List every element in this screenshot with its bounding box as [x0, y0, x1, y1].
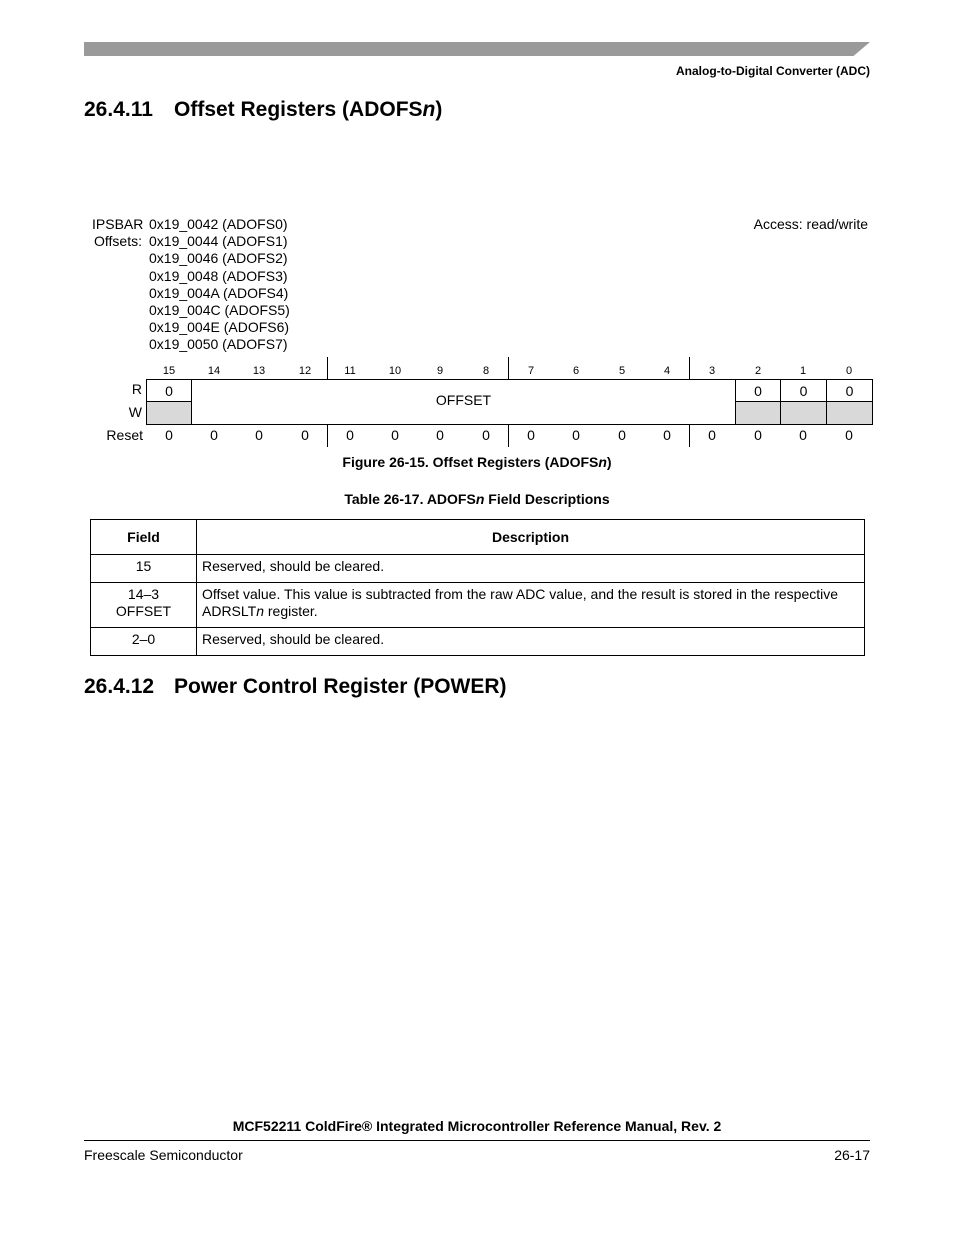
description-cell	[197, 583, 865, 628]
offsets-label: Offsets:	[94, 233, 142, 249]
bit-number: 3	[708, 365, 716, 377]
row-label-reset: Reset	[106, 427, 143, 443]
address-line: 0x19_0050 (ADOFS7)	[149, 336, 288, 353]
reset-value: 0	[663, 427, 671, 443]
field-cell	[91, 583, 197, 628]
section-number: 26.4.12	[84, 675, 155, 698]
row-label-r: R	[131, 381, 142, 397]
description-reg-name: ADRSLT	[202, 603, 257, 619]
table-row	[91, 628, 865, 656]
reset-value: 0	[301, 427, 309, 443]
reset-value: 0	[708, 427, 716, 443]
column-header-description: Description	[197, 520, 865, 555]
section-heading-power-control	[84, 675, 507, 699]
section-number: 26.4.11	[84, 98, 153, 121]
bit-number: 7	[527, 365, 535, 377]
footer-company: Freescale Semiconductor	[84, 1147, 243, 1163]
bit-number: 1	[799, 365, 807, 377]
description-cell: Reserved, should be cleared.	[197, 628, 865, 656]
table-row	[91, 555, 865, 583]
address-line: 0x19_0046 (ADOFS2)	[149, 250, 288, 267]
description-cell: Reserved, should be cleared.	[197, 555, 865, 583]
bit-number: 0	[845, 365, 853, 377]
bit-number: 4	[663, 365, 671, 377]
address-line: 0x19_004A (ADOFS4)	[149, 284, 289, 301]
section-title-var: n	[422, 98, 436, 121]
access-label: Access: read/write	[753, 216, 868, 232]
address-line: 0x19_0048 (ADOFS3)	[149, 267, 288, 284]
reset-value: 0	[436, 427, 444, 443]
reset-value: 0	[799, 427, 807, 443]
field-description-table	[90, 519, 865, 656]
bit-number: 2	[754, 365, 762, 377]
table-caption-suffix: Field Descriptions	[484, 491, 610, 507]
byte-separator	[689, 357, 690, 379]
byte-separator	[508, 357, 509, 379]
address-line: 0x19_004E (ADOFS6)	[149, 319, 290, 336]
field-name: OFFSET	[115, 603, 172, 619]
bit2-write-cell	[735, 401, 781, 425]
row-label-w: W	[128, 404, 142, 420]
byte-separator	[327, 357, 328, 379]
reset-value: 0	[527, 427, 535, 443]
address-line: 0x19_0042 (ADOFS0)	[149, 216, 288, 232]
reset-value: 0	[255, 427, 263, 443]
footer-divider	[84, 1140, 870, 1141]
bit-number: 13	[252, 365, 266, 377]
offset-field-cell: OFFSET	[191, 379, 736, 425]
reset-value: 0	[346, 427, 354, 443]
table-header-row	[91, 520, 865, 555]
bit-number: 5	[618, 365, 626, 377]
footer-manual-title: MCF52211 ColdFire® Integrated Microcontroller Reference Manual, Rev. 2	[232, 1118, 722, 1134]
description-reg-suffix: register.	[264, 603, 318, 619]
bit-number: 8	[482, 365, 490, 377]
section-title: Offset Registers (ADOFS	[174, 98, 423, 121]
bit15-read-cell: 0	[146, 379, 192, 402]
section-title-suffix: )	[435, 98, 443, 121]
bit1-write-cell	[780, 401, 827, 425]
chapter-title: Analog-to-Digital Converter (ADC)	[676, 64, 870, 78]
bit2-read-cell: 0	[735, 379, 781, 402]
column-header-field: Field	[91, 520, 197, 555]
description-reg-var: n	[256, 603, 264, 619]
bit-number: 11	[344, 365, 356, 377]
field-cell	[91, 628, 197, 656]
reset-value: 0	[391, 427, 399, 443]
table-caption	[0, 491, 954, 507]
figure-caption-var: n	[598, 454, 607, 470]
bit-number: 10	[388, 365, 402, 377]
reset-value: 0	[845, 427, 853, 443]
reset-value: 0	[572, 427, 580, 443]
bit-number: 9	[436, 365, 444, 377]
ipsbar-label: IPSBAR	[92, 216, 144, 232]
reset-value: 0	[618, 427, 626, 443]
bit1-read-cell: 0	[780, 379, 827, 402]
table-caption-var: n	[475, 491, 485, 507]
description-text: Offset value. This value is subtracted from the raw ADC value, and the result is stored in the respective	[202, 586, 839, 602]
figure-caption-text: Figure 26-15. Offset Registers (ADOFS	[342, 454, 599, 470]
bit15-write-cell	[146, 401, 192, 425]
bit-number: 14	[207, 365, 221, 377]
field-bits: 14–3	[127, 586, 160, 602]
figure-caption	[0, 454, 954, 470]
field-bits: 15	[135, 558, 152, 574]
table-row	[91, 583, 865, 628]
bit-number: 15	[162, 365, 176, 377]
table-caption-text: Table 26-17. ADOFS	[344, 491, 476, 507]
bit-number: 12	[298, 365, 312, 377]
reset-value: 0	[210, 427, 218, 443]
bit0-read-cell: 0	[826, 379, 873, 402]
reset-value: 0	[754, 427, 762, 443]
description-text-line2	[202, 603, 859, 620]
section-title: Power Control Register (POWER)	[174, 675, 507, 698]
reset-value: 0	[165, 427, 173, 443]
reset-value: 0	[482, 427, 490, 443]
bit-number: 6	[572, 365, 580, 377]
figure-caption-suffix: )	[606, 454, 612, 470]
bit0-write-cell	[826, 401, 873, 425]
address-line: 0x19_004C (ADOFS5)	[149, 302, 290, 319]
register-diagram	[0, 0, 954, 460]
footer-page-number: 26-17	[834, 1147, 870, 1163]
address-line: 0x19_0044 (ADOFS1)	[149, 233, 288, 250]
field-cell	[91, 555, 197, 583]
field-bits: 2–0	[131, 631, 156, 647]
